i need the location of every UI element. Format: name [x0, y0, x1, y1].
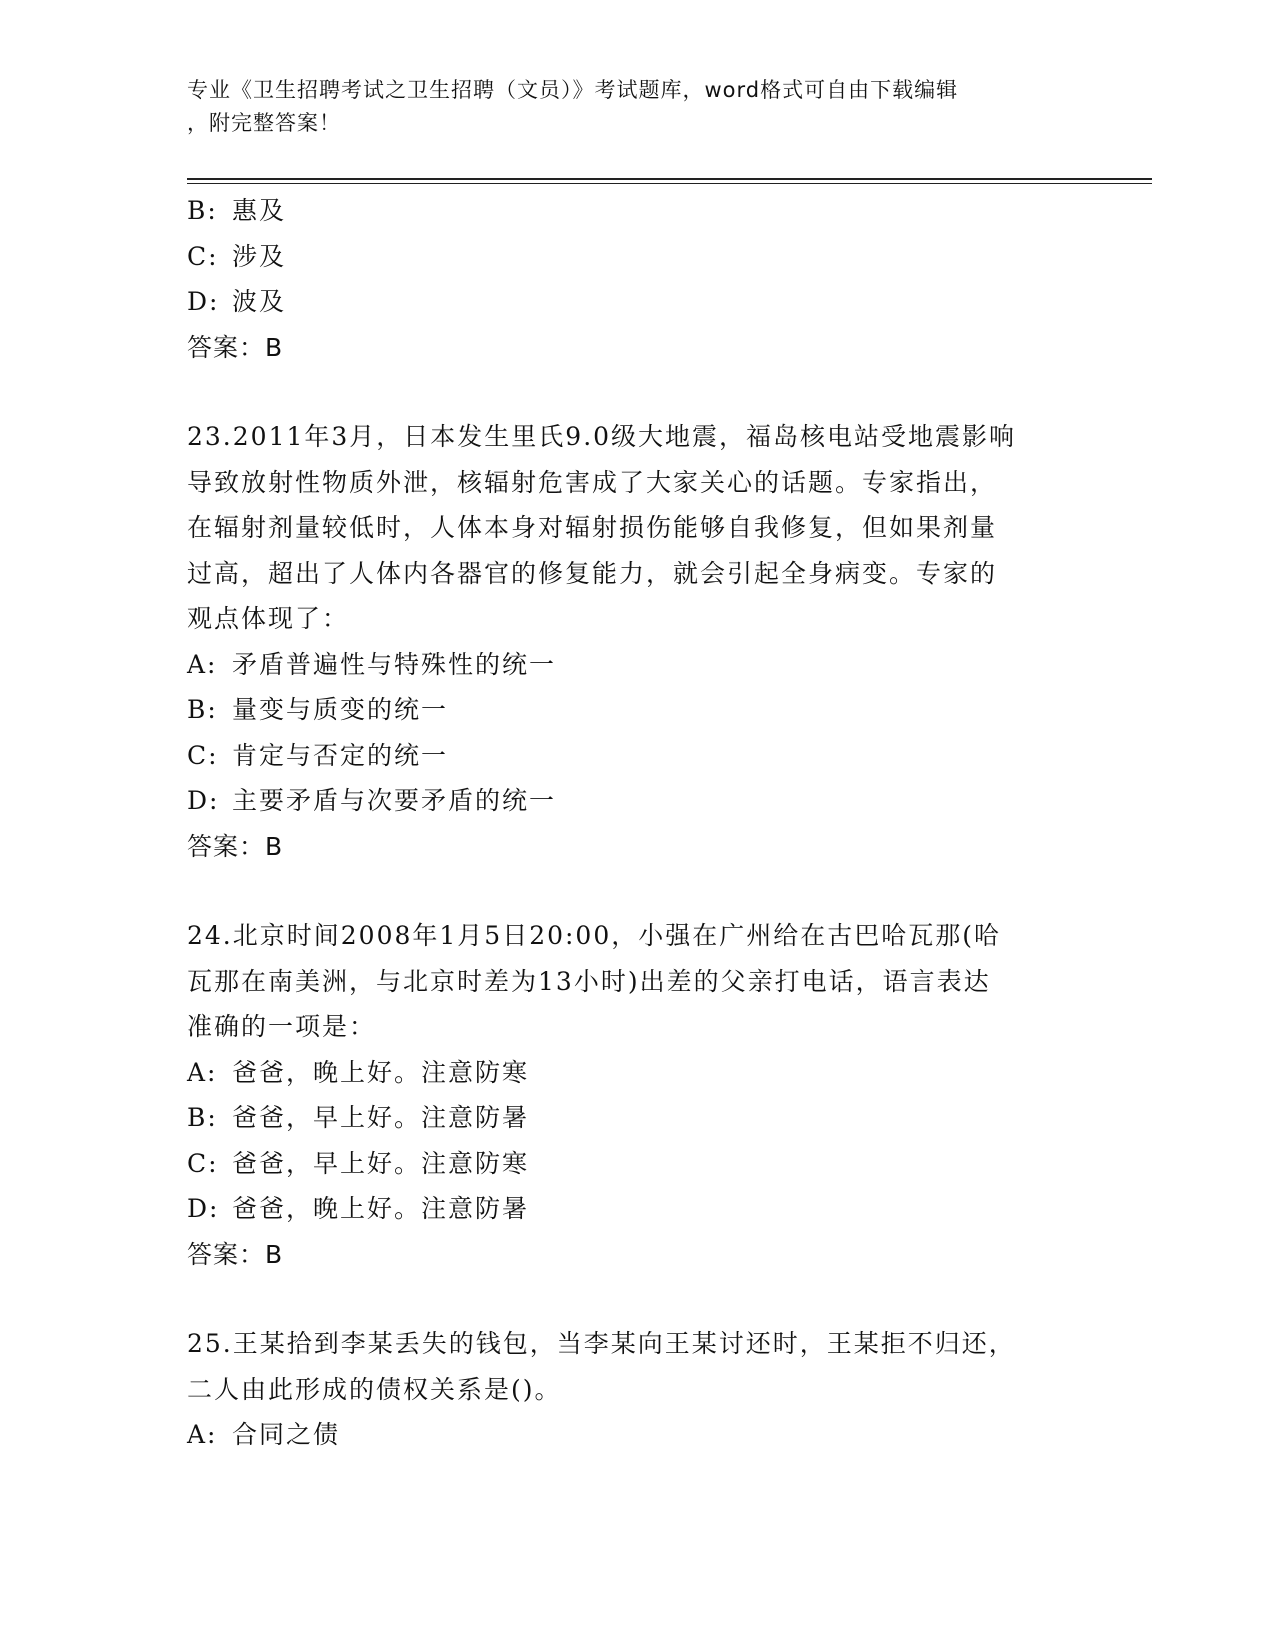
- question-24-option-a: A: 爸爸，晚上好。注意防寒: [187, 1057, 530, 1087]
- question-23-option-d: D: 主要矛盾与次要矛盾的统一: [187, 786, 557, 815]
- question-content: [187, 188, 1087, 1458]
- question-23: [187, 414, 1087, 869]
- header-line-2: ，附完整答案！: [187, 111, 341, 135]
- question-23-line-3: 在辐射剂量较低时，人体本身对辐射损伤能够自我修复，但如果剂量: [187, 513, 998, 542]
- header-line-1: 专业《卫生招聘考试之卫生招聘（文员）》考试题库，word格式可自由下载编辑: [187, 78, 959, 102]
- question-24-line-2: 瓦那在南美洲，与北京时差为13小时)出差的父亲打电话，语言表达: [187, 966, 991, 996]
- option-b: B: 惠及: [187, 196, 287, 225]
- question-23-line-4: 过高，超出了人体内各器官的修复能力，就会引起全身病变。专家的: [187, 558, 998, 588]
- question-23-line-1: 23.2011年3月，日本发生里氏9.0级大地震，福岛核电站受地震影响: [187, 422, 1017, 451]
- header-rule: [187, 178, 1152, 180]
- prev-question-answer: 答案：B: [187, 332, 284, 362]
- question-24-option-c: C: 爸爸，早上好。注意防寒: [187, 1148, 530, 1178]
- question-23-option-b: B: 量变与质变的统一: [187, 695, 449, 724]
- question-24-line-1: 24.北京时间2008年1月5日20:00，小强在广州给在古巴哈瓦那(哈: [187, 921, 1001, 950]
- question-23-line-2: 导致放射性物质外泄，核辐射危害成了大家关心的话题。专家指出，: [187, 467, 998, 497]
- question-25-option-a: A: 合同之债: [187, 1420, 341, 1449]
- question-23-option-a: A: 矛盾普遍性与特殊性的统一: [187, 649, 557, 679]
- page-header: [187, 74, 1087, 140]
- question-24-line-3: 准确的一项是：: [187, 1012, 377, 1041]
- question-23-answer: 答案：B: [187, 831, 284, 861]
- question-25-line-1: 25.王某拾到李某丢失的钱包，当李某向王某讨还时，王某拒不归还，: [187, 1329, 1016, 1358]
- option-d: D: 波及: [187, 287, 287, 316]
- question-25-line-2: 二人由此形成的债权关系是()。: [187, 1374, 562, 1404]
- option-c: C: 涉及: [187, 241, 287, 271]
- question-23-line-5: 观点体现了：: [187, 604, 350, 633]
- question-23-option-c: C: 肯定与否定的统一: [187, 740, 449, 770]
- question-24-answer: 答案：B: [187, 1239, 284, 1269]
- question-24-option-d: D: 爸爸，晚上好。注意防暑: [187, 1194, 530, 1223]
- question-24: [187, 913, 1087, 1277]
- header-rule-thin: [187, 183, 1152, 184]
- prev-question-options: [187, 188, 1087, 325]
- question-24-option-b: B: 爸爸，早上好。注意防暑: [187, 1103, 530, 1132]
- question-25: [187, 1321, 1087, 1458]
